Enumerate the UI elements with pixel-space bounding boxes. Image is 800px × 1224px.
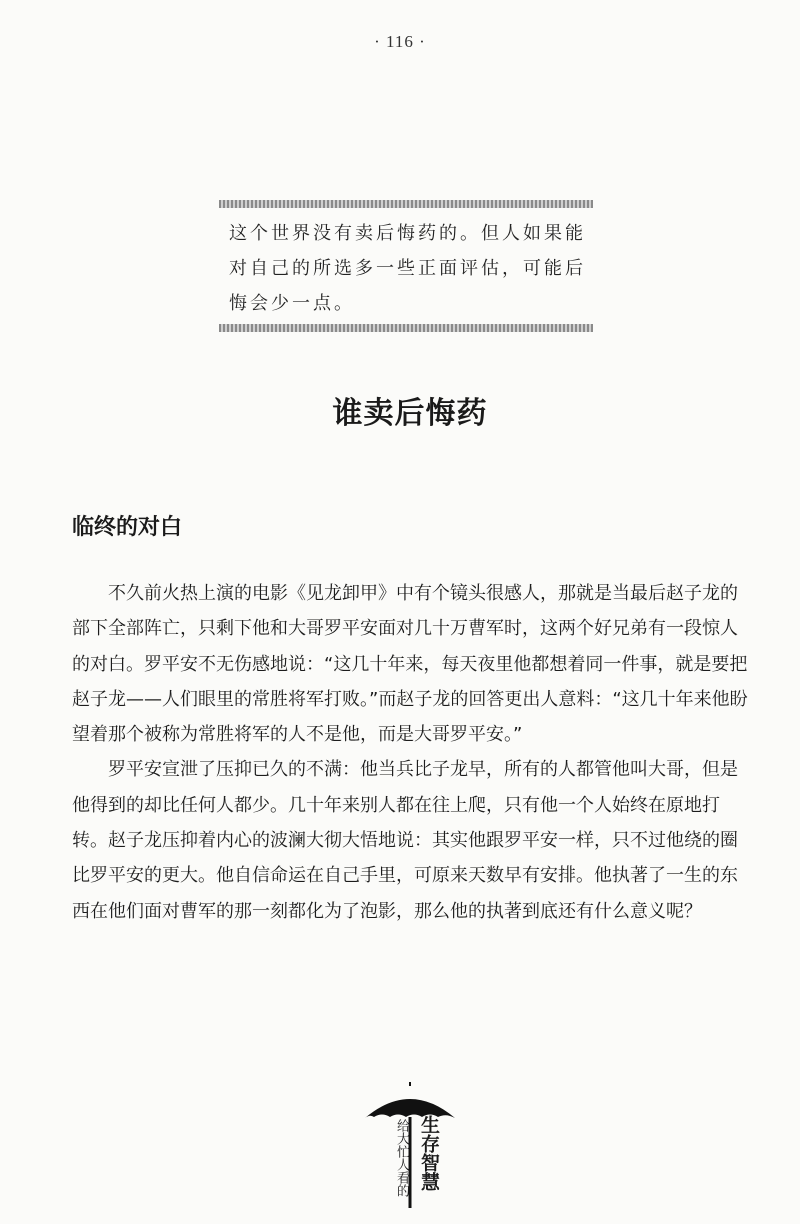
body-text [72, 576, 752, 929]
paragraph: 不久前火热上演的电影《见龙卸甲》中有个镜头很感人，那就是当最后赵子龙的部下全部阵亡，只剩下他和大哥罗平安面对几十万曹军时，这两个好兄弟有一段惊人的对白。罗平安不无伤感地说：“这几十年来，每天夜里他都想着同一件事，就是要把赵子龙——人们眼里的常胜将军打败。”而赵子龙的回答更出人意料：“这几十年来他盼望着那个被称为常胜将军的人不是他，而是大哥罗平安。” [72, 583, 748, 746]
logo-sub-text: 给大忙人看的 [394, 1119, 409, 1197]
paragraph: 罗平安宣泄了压抑已久的不满：他当兵比子龙早，所有的人都管他叫大哥，但是他得到的却比任何人都少。几十年来别人都在往上爬，只有他一个人始终在原地打转。赵子龙压抑着内心的波澜大彻大悟地说：其实他跟罗平安一样，只不过他绕的圈比罗平安的更大。他自信命运在自己手里，可原来天数早有安排。他执著了一生的东西在他们面对曹军的那一刻都化为了泡影，那么他的执著到底还有什么意义呢？ [72, 759, 738, 922]
page-number: · 116 · [374, 32, 426, 51]
umbrella-icon [360, 1082, 470, 1212]
epigraph-box [219, 200, 593, 332]
epigraph-bottom-rule [219, 324, 593, 332]
epigraph-top-rule [219, 200, 593, 208]
logo-main-text: 生存智慧 [418, 1115, 440, 1191]
epigraph-text: 这个世界没有卖后悔药的。但人如果能对自己的所选多一些正面评估，可能后悔会少一点。 [229, 223, 586, 314]
series-logo [360, 1082, 470, 1212]
section-heading: 临终的对白 [72, 515, 183, 540]
chapter-title: 谁卖后悔药 [332, 396, 488, 431]
